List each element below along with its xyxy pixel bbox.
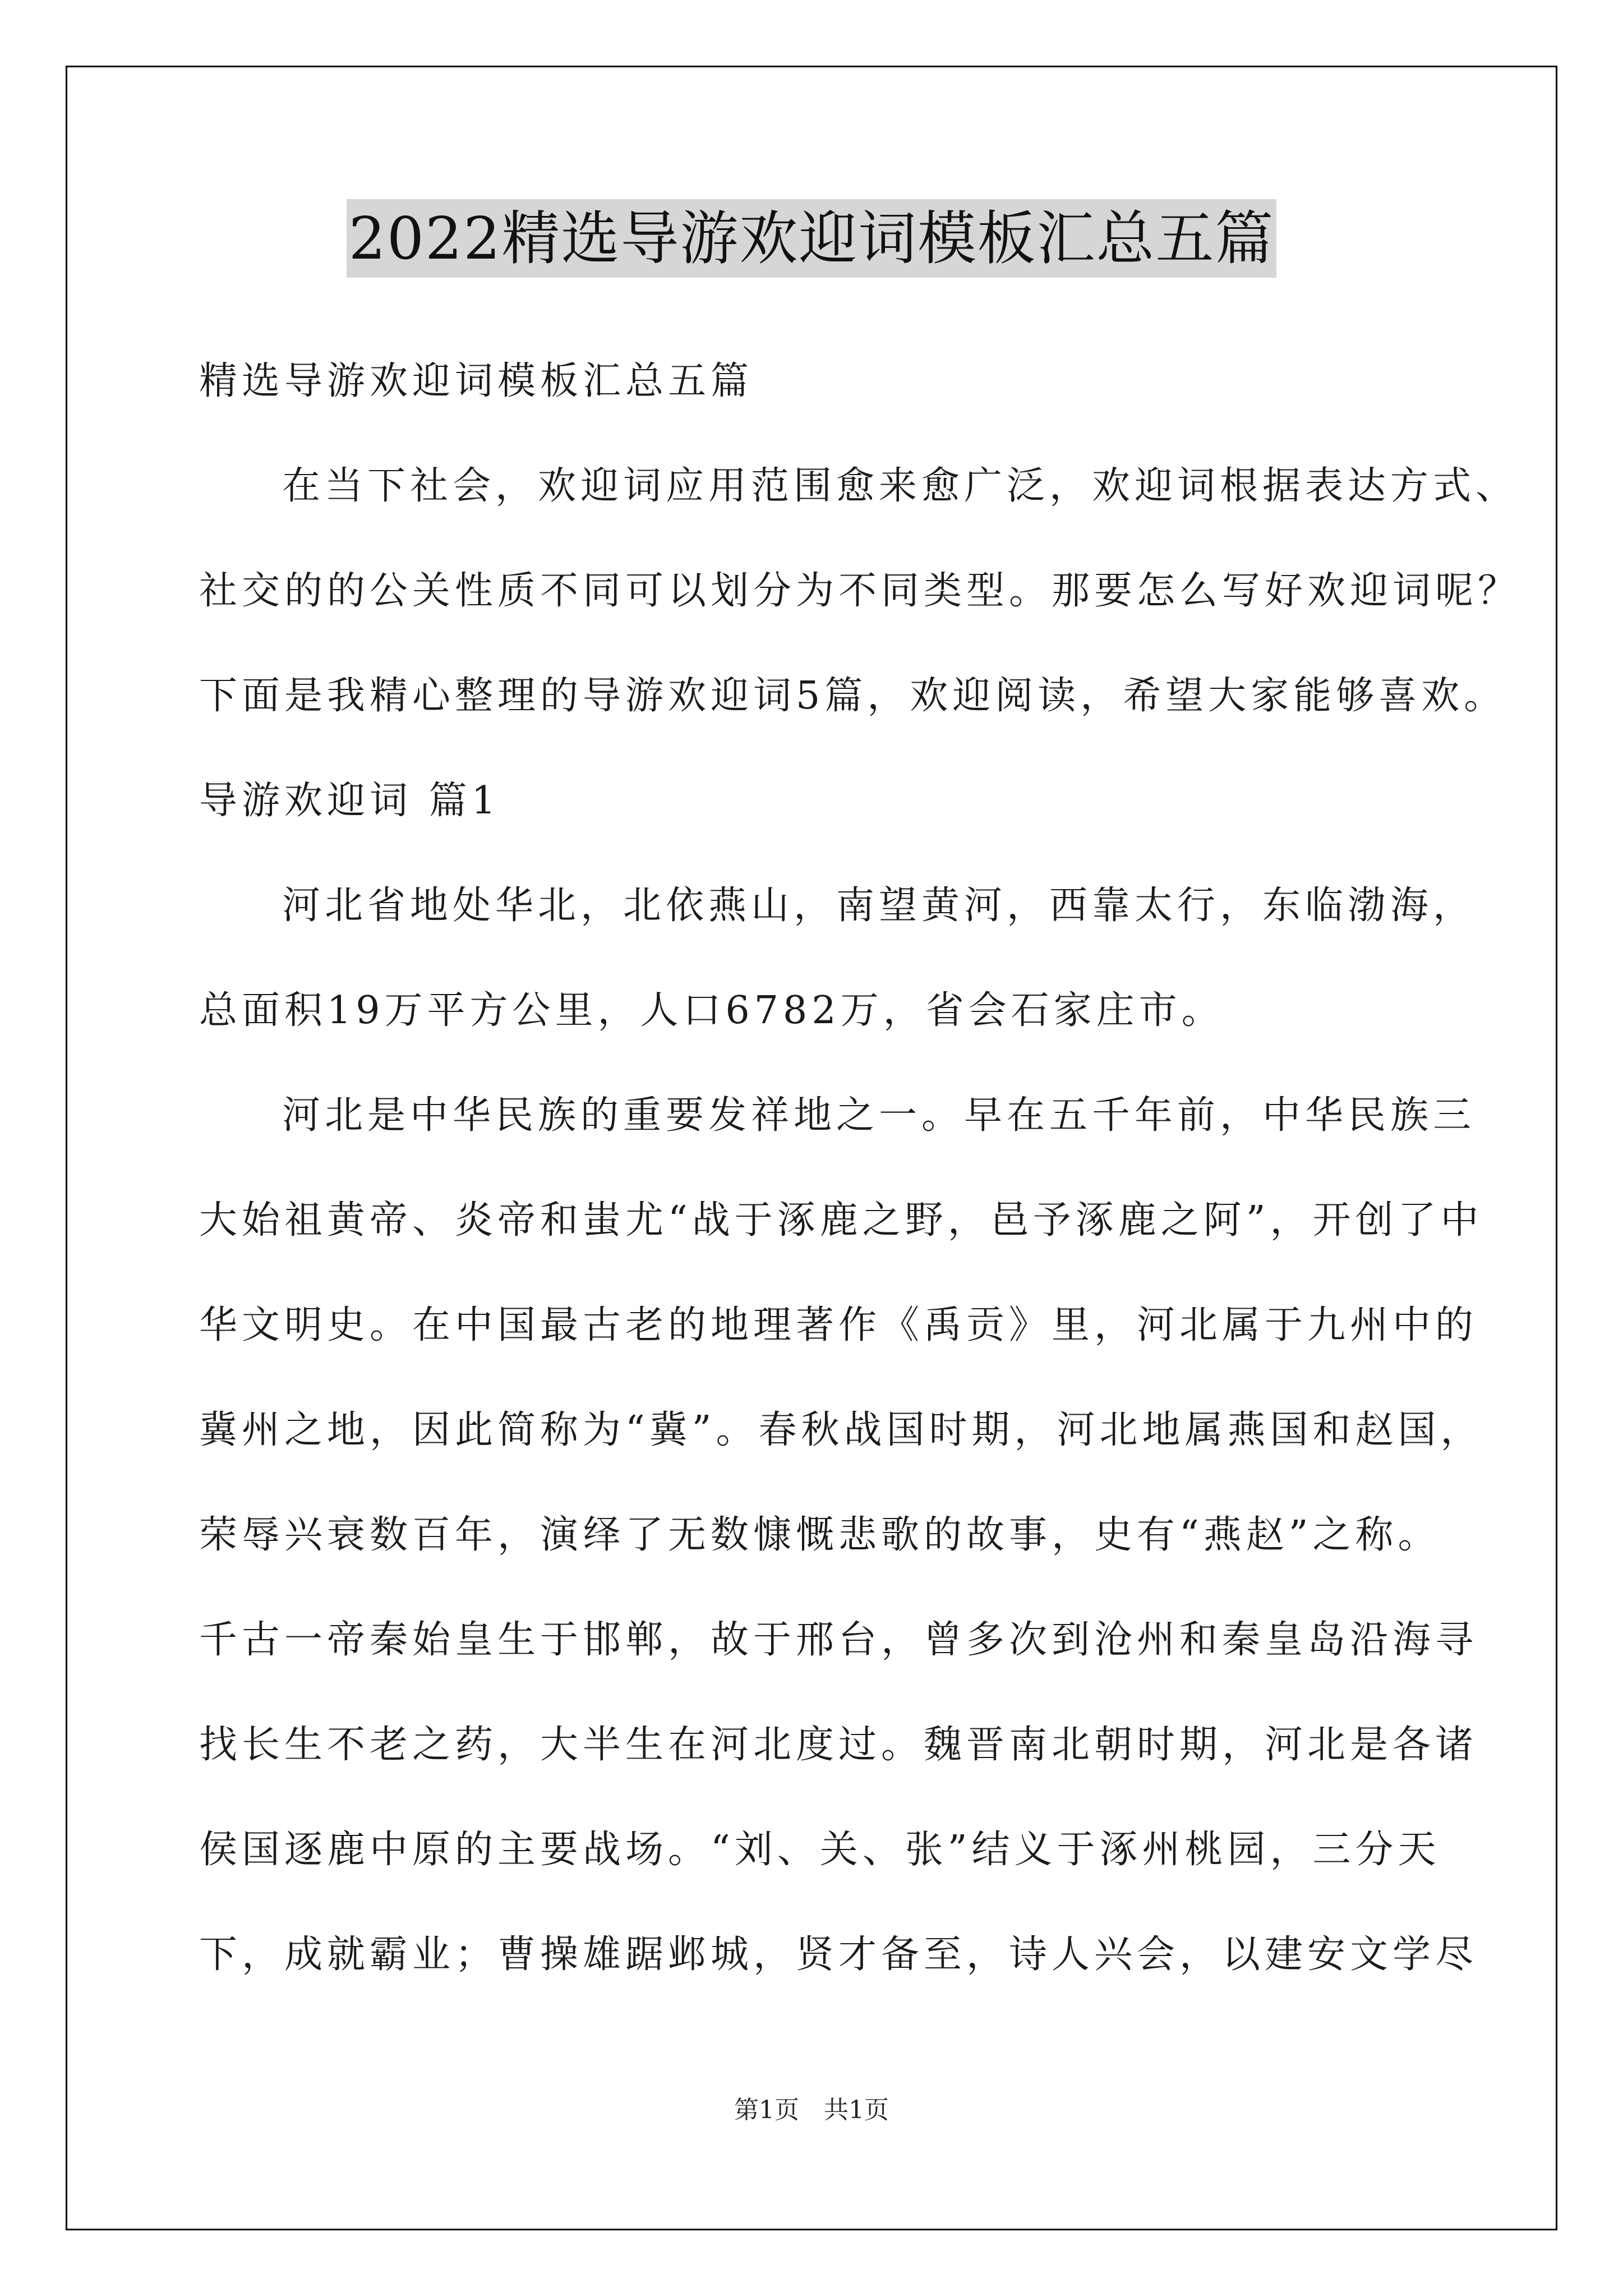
title-container [0, 199, 1623, 278]
paragraph-line: 千古一帝秦始皇生于邯郸，故于邢台，曾多次到沧州和秦皇岛沿海寻 [199, 1618, 1478, 1662]
paragraph-line: 大始祖黄帝、炎帝和蚩尤“战于涿鹿之野，邑予涿鹿之阿”，开创了中 [199, 1198, 1483, 1243]
subtitle-line: 精选导游欢迎词模板汇总五篇 [199, 359, 754, 403]
paragraph-line: 荣辱兴衰数百年，演绎了无数慷慨悲歌的故事，史有“燕赵”之称。 [199, 1513, 1441, 1557]
paragraph-line: 河北省地处华北，北依燕山，南望黄河，西靠太行，东临渤海， [282, 884, 1476, 928]
document-title: 2022精选导游欢迎词模板汇总五篇 [347, 199, 1277, 278]
paragraph-line: 冀州之地，因此简称为“冀”。春秋战国时期，河北地属燕国和赵国， [199, 1408, 1483, 1452]
paragraph-line: 下，成就霸业；曹操雄踞邺城，贤才备至，诗人兴会，以建安文学尽 [199, 1932, 1478, 1977]
section-heading: 导游欢迎词 篇1 [199, 779, 500, 823]
page-footer: 第1页 共1页 [734, 2096, 889, 2124]
paragraph-line: 找长生不老之药，大半生在河北度过。魏晋南北朝时期，河北是各诸 [199, 1723, 1478, 1767]
paragraph-line: 总面积19万平方公里，人口6782万，省会石家庄市。 [199, 988, 1224, 1033]
paragraph-line: 河北是中华民族的重要发祥地之一。早在五千年前，中华民族三 [282, 1093, 1476, 1138]
paragraph-line: 下面是我精心整理的导游欢迎词5篇，欢迎阅读，希望大家能够喜欢。 [199, 674, 1507, 718]
paragraph-line: 社交的的公关性质不同可以划分为不同类型。那要怎么写好欢迎词呢？ [199, 569, 1521, 613]
paragraph-line: 侯国逐鹿中原的主要战场。“刘、关、张”结义于涿州桃园，三分天 [199, 1828, 1441, 1872]
paragraph-line: 华文明史。在中国最古老的地理著作《禹贡》里，河北属于九州中的 [199, 1303, 1478, 1347]
paragraph-line: 在当下社会，欢迎词应用范围愈来愈广泛，欢迎词根据表达方式、 [282, 464, 1519, 508]
